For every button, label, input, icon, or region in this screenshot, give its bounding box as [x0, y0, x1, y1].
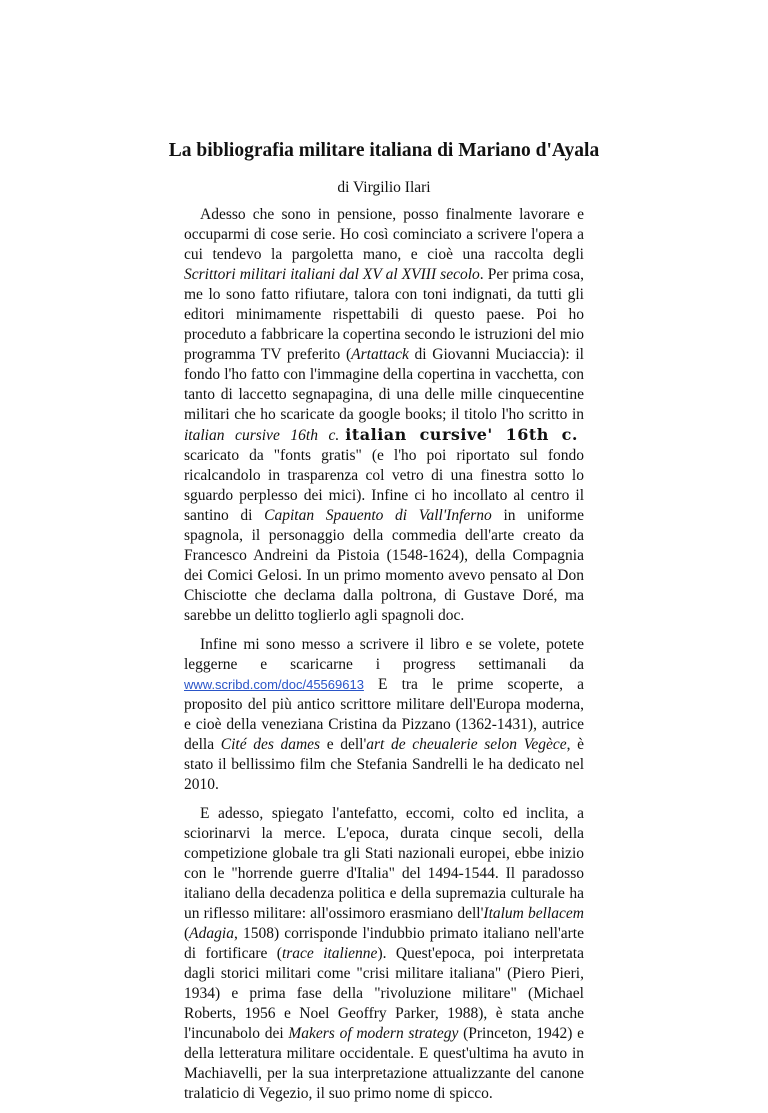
- text-run: Infine mi sono messo a scrivere il libro e se volete, potete leggerne e scaricarne i progress settimanali da: [184, 636, 584, 673]
- text-run: scaricato da "fonts gratis" (e l'ho poi riportato sul fondo ricalcandolo in trasparenza col vetro di una finestra sotto lo sguardo perplesso dei mici). Infine ci ho incollato al centro il santino di: [184, 447, 584, 524]
- text-run: in uniforme spagnola, il personaggio della commedia dell'arte creato da Francesco Andreini da Pistoia (1548-1624), della Compagnia dei Comici Gelosi. In un primo momento avevo pensato al Don Chisciotte che declama dalla poltrona, di Gustave Doré, ma sarebbe un delitto toglierlo agli spagnoli doc.: [184, 507, 584, 624]
- italic-run: Artattack: [351, 346, 409, 363]
- document-title: La bibliografia militare italiana di Mariano d'Ayala: [168, 140, 600, 161]
- font-sample-image: italian cursive' 16th c.: [345, 425, 578, 444]
- text-run: E adesso, spiegato l'antefatto, eccomi, colto ed inclita, a sciorinarvi la merce. L'epoca, durata cinque secoli, della competizione globale tra gli Stati nazionali europei, ebbe inizio con le "horrende guerre d'Italia" del 1494-1544. Il paradosso italiano della decadenza politica e della supremazia culturale ha un riflesso militare: all'ossimoro erasmiano dell': [184, 805, 584, 922]
- article-body: [184, 205, 584, 1113]
- italic-run: Capitan Spauento di Vall'Inferno: [264, 507, 492, 524]
- text-run: . Per prima cosa, me lo sono fatto rifiutare, talora con toni indignati, da tutti gli editori minimamente rispettabili di questo paese. Poi ho proceduto a fabbricare la copertina secondo le istruzioni del mio programma TV preferito (: [184, 266, 585, 363]
- paragraph-2: [184, 635, 584, 795]
- italic-run: Makers of modern strategy: [288, 1025, 459, 1042]
- italic-run: Scrittori militari italiani dal XV al XVIII secolo: [184, 266, 480, 283]
- text-run: Adesso che sono in pensione, posso finalmente lavorare e occuparmi di cose serie. Ho così cominciato a scrivere l'opera a cui tendevo la pargoletta mano, e cioè una raccolta degli: [184, 206, 584, 263]
- text-run: e dell': [320, 736, 367, 753]
- text-run: (: [184, 925, 190, 942]
- author-byline: di Virgilio Ilari: [337, 179, 431, 196]
- text-run: di Giovanni Muciaccia): il fondo l'ho fatto con l'immagine della copertina in vacchetta, con tanto di laccetto segnapagina, di una delle mille cinquecentine militari che ho scaricate da google books; il titolo l'ho scritto in: [184, 346, 584, 423]
- italic-run: italian cursive 16th c.: [184, 427, 340, 444]
- text-run: , è stato il bellissimo film che Stefania Sandrelli le ha dedicato nel 2010.: [184, 736, 584, 793]
- paragraph-1: [184, 205, 584, 626]
- text-run: ). Quest'epoca, poi interpretata dagli storici militari come "crisi militare italiana" (Piero Pieri, 1934) e prima fase della "rivoluzione militare" (Michael Roberts, 1956 e Noel Geoffry Parker, 1988), è stata anche l'incunabolo dei: [184, 945, 584, 1042]
- italic-run: Cité des dames: [220, 736, 321, 753]
- text-run: , 1508) corrisponde l'indubbio primato italiano nell'arte di fortificare (: [184, 925, 584, 962]
- italic-run: art de cheualerie selon Vegèce: [366, 736, 567, 753]
- text-run: E tra le prime scoperte, a proposito del più antico scrittore militare dell'Europa moderna, e cioè della veneziana Cristina da Pizzano (1362-1431), autrice della: [184, 676, 584, 753]
- italic-run: Italum bellacem: [483, 905, 584, 922]
- paragraph-3: [184, 804, 584, 1104]
- text-run: (Princeton, 1942) e della letteratura militare occidentale. E quest'ultima ha avuto in Machiavelli, per la sua interpretazione attualizzante del canone tralaticio di Vegezio, il suo primo nome di spicco.: [184, 1025, 584, 1102]
- italic-run: trace italienne: [281, 945, 378, 962]
- italic-run: Adagia: [189, 925, 234, 942]
- scribd-link[interactable]: www.scribd.com/doc/45569613: [184, 677, 364, 692]
